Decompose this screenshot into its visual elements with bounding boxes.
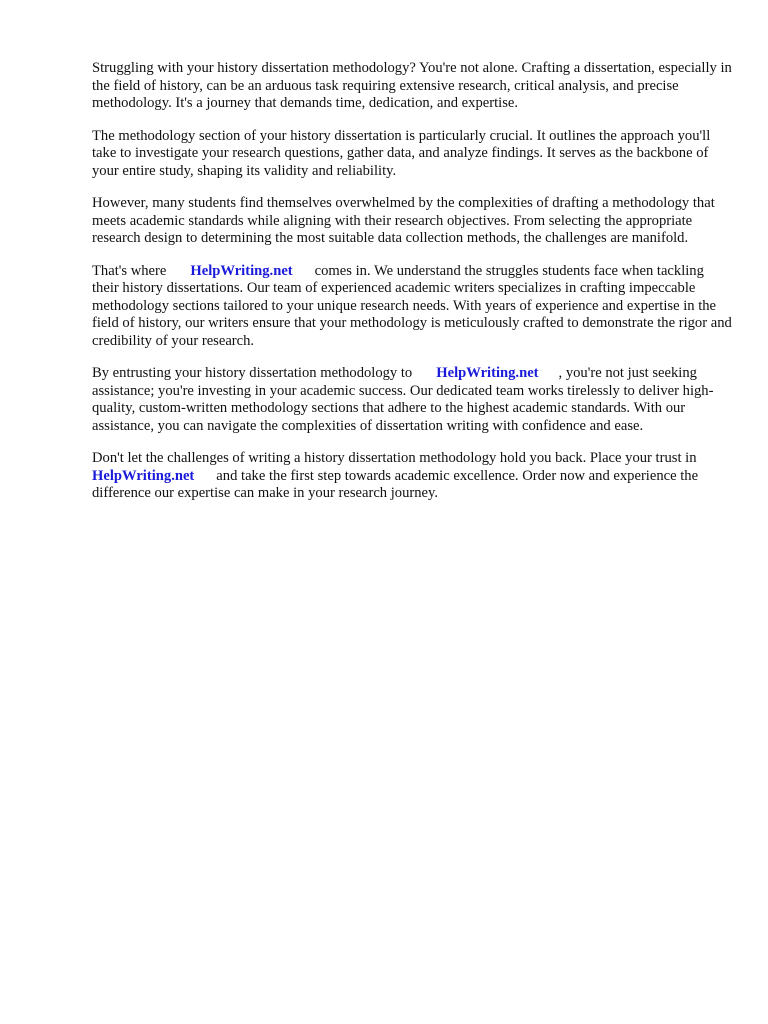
paragraph-entrusting [92, 365, 732, 435]
helpwriting-link[interactable]: HelpWriting.net [92, 467, 195, 484]
paragraph-text-after-link: and take the first step towards academic excellence. Order now and experience the difference our expertise can make in your research journey. [92, 467, 699, 501]
paragraph-text-after-link: comes in. We understand the struggles students face when tackling their history dissertations. Our team of experienced academic writers specializes in crafting impeccable methodology sections tailored to your unique research needs. With years of experience and expertise in the field of history, our writers ensure that your methodology is meticulously crafted to demonstrate the rigor and credibility of your research. [92, 262, 732, 349]
paragraph-intro: Struggling with your history dissertation methodology? You're not alone. Crafting a dissertation, especially in the field of history, can be an arduous task requiring extensive research, critical analysis, and precise methodology. It's a journey that demands time, dedication, and expertise. [92, 60, 732, 111]
paragraph-text-before-link: Don't let the challenges of writing a history dissertation methodology hold you back. Place your trust in [92, 450, 697, 466]
paragraph-service-intro [92, 263, 732, 351]
paragraph-text-after-link: , you're not just seeking assistance; you're investing in your academic success. Our dedicated team works tirelessly to deliver high-quality, custom-written methodology sections that adhere to the highest academic standards. With our assistance, you can navigate the complexities of dissertation writing with confidence and ease. [92, 365, 714, 434]
paragraph-challenges: However, many students find themselves overwhelmed by the complexities of drafting a methodology that meets academic standards while aligning with their research objectives. From selecting the appropriate research design to determining the most suitable data collection methods, the challenges are manifold. [92, 195, 715, 246]
paragraph-text-before-link: That's where [92, 262, 167, 279]
paragraph-text-before-link: By entrusting your history dissertation methodology to [92, 365, 413, 381]
helpwriting-link[interactable]: HelpWriting.net [190, 262, 293, 279]
paragraph-call-to-action [92, 450, 732, 503]
document-body [92, 60, 732, 518]
paragraph-methodology-importance: The methodology section of your history dissertation is particularly crucial. It outlines the approach you'll take to investigate your research questions, gather data, and analyze findings. It serves as the backbone of your entire study, shaping its validity and reliability. [92, 127, 711, 179]
helpwriting-link[interactable]: HelpWriting.net [436, 365, 539, 381]
